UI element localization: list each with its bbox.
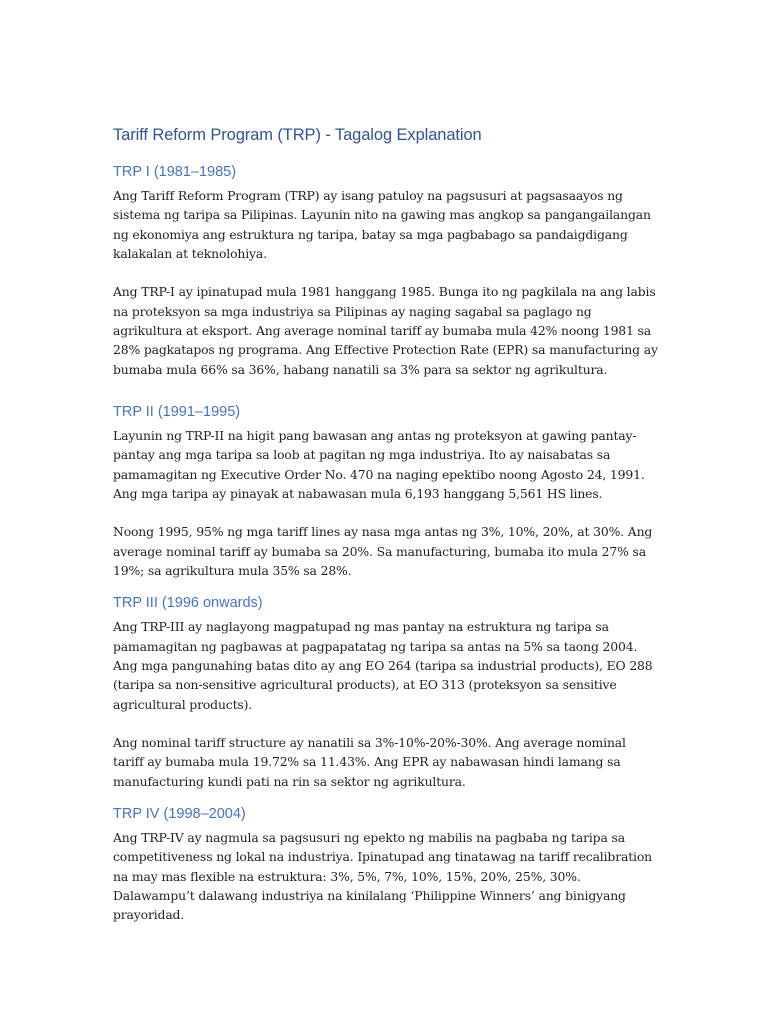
- paragraph: Ang nominal tariff structure ay nanatili sa 3%-10%-20%-30%. Ang average nominal tariff ay bumaba mula 19.72% sa 11.43%. Ang EPR ay nabawasan hindi lamang sa manufacturing kundi pati na rin sa sektor ng agrikultura.: [113, 735, 626, 789]
- section-trp-4: [113, 804, 658, 924]
- section-heading: TRP I (1981–1985): [113, 164, 237, 180]
- paragraph: Ang TRP-I ay ipinatupad mula 1981 hanggang 1985. Bunga ito ng pagkilala na ang labis na proteksyon sa mga industriya sa Pilipinas ay naging sagabal sa paglago ng agrikultura at eksport. Ang average nominal tariff ay bumaba mula 42% noong 1981 sa 28% pagkatapos ng programa. Ang Effective Protection Rate (EPR) sa manufacturing ay bumaba mula 66% sa 36%, habang nanatili sa 3% para sa sektor ng agrikultura.: [113, 284, 658, 377]
- section-heading: TRP III (1996 onwards): [113, 595, 263, 612]
- document-body: [113, 124, 658, 944]
- paragraph: Ang TRP-IV ay nagmula sa pagsusuri ng epekto ng mabilis na pagbaba ng taripa sa competitiveness ng lokal na industriya. Ipinatupad ang tinatawag na tariff recalibration na may mas flexible na estruktura: 3%, 5%, 7%, 10%, 15%, 20%, 25%, 30%. Dalawampu’t dalawang industriya na kinilalang ‘Philippine Winners’ ang binigyang prayoridad.: [113, 830, 653, 923]
- document-title: Tariff Reform Program (TRP) - Tagalog Explanation: [113, 126, 482, 144]
- paragraph: Ang TRP-III ay naglayong magpatupad ng mas pantay na estruktura ng taripa sa pamamagitan ng pagbawas at pagpapatatag ng taripa sa antas na 5% sa taong 2004. Ang mga pangunahing batas dito ay ang EO 264 (taripa sa industrial products), EO 288 (taripa sa non-sensitive agricultural products), at EO 313 (proteksyon sa sensitive agricultural products).: [113, 619, 653, 712]
- section-heading: TRP IV (1998–2004): [113, 806, 246, 823]
- paragraph: Ang Tariff Reform Program (TRP) ay isang patuloy na pagsusuri at pagsasaayos ng sistema ng taripa sa Pilipinas. Layunin nito na gawing mas angkop sa pangangailangan ng ekonomiya ang estruktura ng taripa, batay sa mga pagbabago sa pandaigdigang kalakalan at teknolohiya.: [113, 188, 651, 261]
- section-heading: TRP II (1991–1995): [113, 403, 241, 420]
- section-trp-1: [113, 162, 658, 379]
- paragraph: Noong 1995, 95% ng mga tariff lines ay nasa mga antas ng 3%, 10%, 20%, at 30%. Ang average nominal tariff ay bumaba sa 20%. Sa manufacturing, bumaba ito mula 27% sa 19%; sa agrikultura mula 35% sa 28%.: [113, 524, 653, 579]
- section-trp-2: [113, 402, 658, 580]
- section-trp-3: [113, 593, 658, 791]
- paragraph: Layunin ng TRP-II na higit pang bawasan ang antas ng proteksyon at gawing pantay-pantay ang mga taripa sa loob at pagitan ng mga industriya. Ito ay naisabatas sa pamamagitan ng Executive Order No. 470 na naging epektibo noong Agosto 24, 1991. Ang mga taripa ay pinayak at nabawasan mula 6,193 hanggang 5,561 HS lines.: [113, 427, 645, 501]
